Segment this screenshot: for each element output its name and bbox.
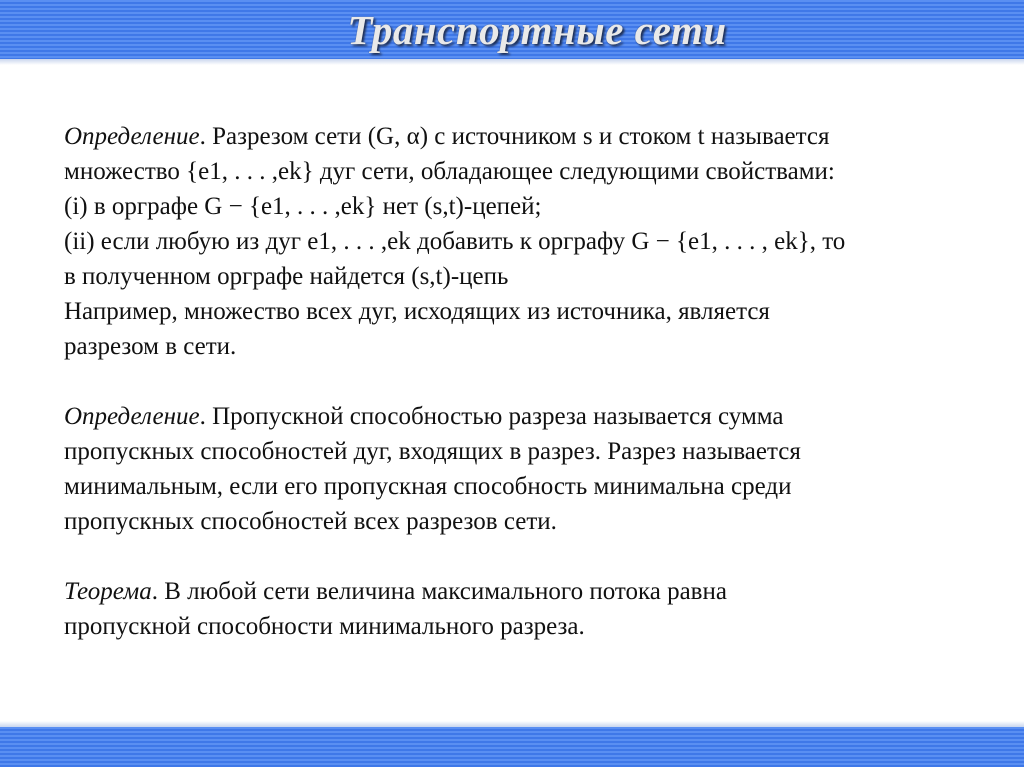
paragraph-line: минимальным, если его пропускная способность минимальна среди (64, 473, 792, 500)
theorem-term: Теорема (64, 578, 152, 605)
footer-band (0, 727, 1024, 767)
paragraph-line: (i) в орграфе G − {e1, . . . ,ek} нет (s,t)-цепей; (64, 193, 542, 220)
definition-term: Определение (64, 123, 200, 150)
definition-cut (64, 119, 964, 364)
header-shadow (0, 59, 1024, 65)
theorem-block (64, 574, 964, 644)
paragraph-line: множество {e1, . . . ,ek} дуг сети, обладающее следующими свойствами: (64, 158, 835, 185)
slide-body (64, 119, 964, 644)
paragraph-text: . В любой сети величина максимального потока равна (151, 578, 727, 605)
paragraph-line: в полученном орграфе найдется (s,t)-цепь (64, 263, 509, 290)
paragraph-line: пропускной способности минимального разреза. (64, 613, 585, 640)
paragraph-text: . Разрезом сети (G, α) с источником s и стоком t называется (199, 123, 830, 150)
paragraph-line (64, 574, 964, 609)
spacer (64, 539, 964, 574)
paragraph-line (64, 399, 964, 434)
paragraph-line: Например, множество всех дуг, исходящих из источника, является (64, 298, 770, 325)
paragraph-text: . Пропускной способностью разреза называется сумма (199, 403, 784, 430)
spacer (64, 364, 964, 399)
paragraph-line: разрезом в сети. (64, 333, 237, 360)
paragraph-line: пропускных способностей всех разрезов сети. (64, 508, 557, 535)
definition-term: Определение (64, 403, 200, 430)
definition-capacity (64, 399, 964, 539)
paragraph-line (64, 119, 964, 154)
paragraph-line: (ii) если любую из дуг e1, . . . ,ek добавить к орграфу G − {e1, . . . , ek}, то (64, 228, 846, 255)
slide-title: Транспортные сети (347, 7, 727, 53)
paragraph-line: пропускных способностей дуг, входящих в разрез. Разрез называется (64, 438, 801, 465)
